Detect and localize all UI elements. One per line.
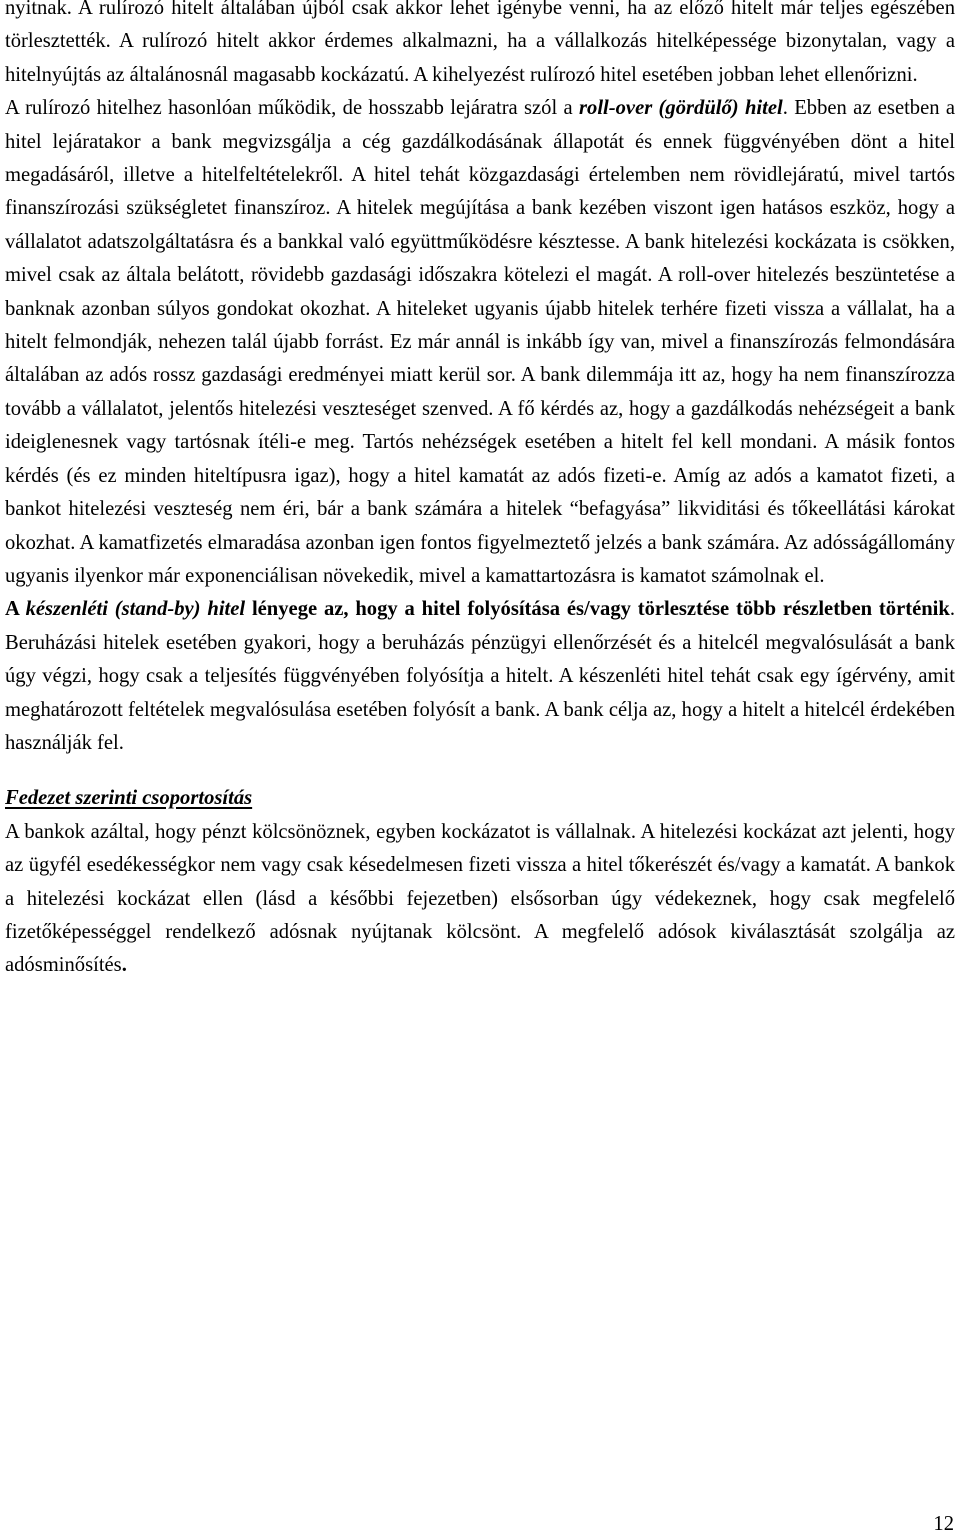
- standby-term: készenléti (stand-by) hitel: [25, 598, 246, 621]
- body-text: [5, 0, 955, 983]
- standby-lead-b: lényege az, hogy a hitel folyósítása és/vagy törlesztése több részletben történik: [245, 598, 950, 621]
- paragraph-collateral: [5, 816, 955, 983]
- standby-lead-a: A: [5, 598, 26, 621]
- paragraph-revolving-continuation: nyitnak. A rulírozó hitelt általában újból csak akkor lehet igénybe venni, ha az előző hitelt már teljes egészében törlesztették. A rulírozó hitelt akkor érdemes alkalmazni, ha a vállalkozás hitelképessége bizonytalan, vagy a hitelnyújtás az általánosnál magasabb kockázatú. A kihelyezést rulírozó hitel esetében jobban lehet ellenőrizni.: [5, 0, 955, 86]
- rollover-intro: A rulírozó hitelhez hasonlóan működik, de hosszabb lejáratra szól a: [5, 97, 580, 120]
- paragraph-rollover-credit: [5, 92, 955, 593]
- section-heading: Fedezet szerinti csoportosítás: [5, 787, 253, 810]
- paragraph-standby-credit: [5, 593, 955, 760]
- standby-body: . Beruházási hitelek esetében gyakori, hogy a beruházás pénzügyi ellenőrzését és a hitelcél megvalósulását a bank úgy végzi, hogy csak a teljesítés függvényében folyósítja a hitelt. A készenléti hitel tehát csak egy ígérvény, amit meghatározott feltételek megvalósulása esetében folyósít a bank. A bank célja az, hogy a hitelt a hitelcél érdekében használják fel.: [5, 598, 955, 754]
- rollover-body: . Ebben az esetben a hitel lejáratakor a bank megvizsgálja a cég gazdálkodásának állapotát és ennek függvényében dönt a hitel megadásáról, illetve a hitelfeltételekről. A hitel tehát közgazdasági értelemben nem rövidlejáratú, mivel tartós finanszírozási szükségletet finanszíroz. A hitelek megújítása a bank kezében viszont igen hatásos eszköz, hogy a vállalatot adatszolgáltatásra és a bankkal való együttműködésre késztesse. A bank hitelezési kockázata is csökken, mivel csak az általa belátott, rövidebb gazdasági időszakra kötelezi el magát. A roll-over hitelezés beszüntetése a banknak azonban súlyos gondokat okozhat. A hiteleket ugyanis újabb hitelek terhére fizeti vissza a vállalat, ha a hitelt felmondják, nehezen talál újabb forrást. Ez már annál is inkább így van, mivel a finanszírozás felmondására általában az adós rossz gazdasági eredményei miatt kerül sor. A bank dilemmája itt az, hogy ha nem finanszírozza tovább a vállalatot, jelentős hitelezési veszteséget szenved. A fő kérdés az, hogy a gazdálkodás nehézségeit a bank ideiglenesnek vagy tartósnak ítéli-e meg. Tartós nehézségek esetében a hitelt fel kell mondani. A másik fontos kérdés (és ez minden hiteltípusra igaz), hogy a hitel kamatát az adós fizeti-e. Amíg az adós a kamatot fizeti, a bankot hitelezési veszteség nem éri, bár a bank számára a hitelek “befagyása” likviditási és tőkeellátási károkat okozhat. A kamatfizetés elmaradása azonban igen fontos figyelmeztető jelzés a bank számára. Az adósságállomány ugyanis ilyenkor már exponenciálisan növekedik, mivel a kamattartozásra is kamatot számolnak el.: [5, 97, 956, 587]
- page-number: 12: [933, 1513, 954, 1535]
- collateral-body: A bankok azáltal, hogy pénzt kölcsönöznek, egyben kockázatot is vállalnak. A hitelezési kockázat azt jelenti, hogy az ügyfél esedékességkor nem vagy csak késedelmesen fizeti vissza a hitel tőkerészét és/vagy a kamatát. A bankok a hitelezési kockázat ellen (lásd a későbbi fejezetben) elsősorban úgy védekeznek, hogy csak megfelelő fizetőképességgel rendelkező adósnak nyújtanak kölcsönt. A megfelelő adósok kiválasztását szolgálja az adósminősítés: [5, 820, 955, 977]
- rollover-term: roll-over (gördülő) hitel: [579, 97, 783, 120]
- collateral-end-mark: .: [121, 954, 127, 977]
